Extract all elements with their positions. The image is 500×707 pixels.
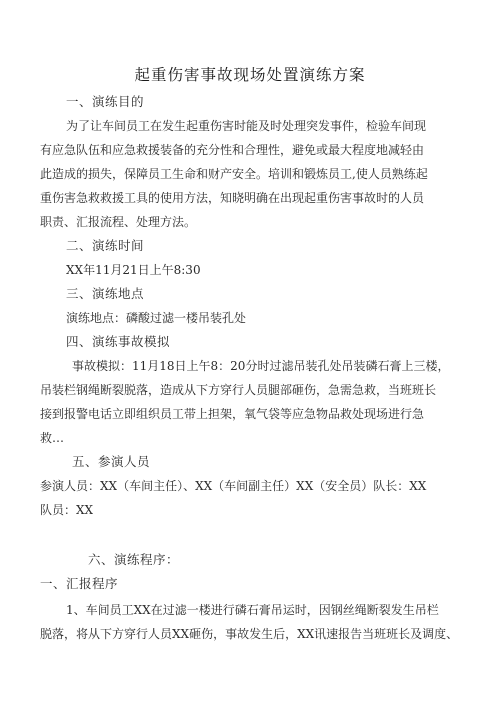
section-heading-purpose: 一、演练目的: [66, 94, 145, 109]
purpose-paragraph-line: 重伤害急救救援工具的使用方法，知晓明确在出现起重伤害事故时的人员: [40, 191, 425, 205]
section-heading-scenario: 四、演练事故模拟: [66, 334, 171, 349]
purpose-paragraph-line: 为了让车间员工在发生起重伤害时能及时处理突发事件，检验车间现: [66, 119, 427, 133]
scenario-paragraph-line: 事故模拟：11月18日上午8：20分时过滤吊装孔处吊装磷石膏上三楼，: [72, 359, 450, 373]
scenario-paragraph-line: 接到报警电话立即组织员工带上担架，氧气袋等应急物品救处现场进行急: [40, 407, 425, 421]
purpose-paragraph-line: 有应急队伍和应急救援装备的充分性和合理性，避免或最大程度地减轻由: [40, 143, 425, 157]
purpose-paragraph-line: 职责、汇报流程、处理方法。: [40, 215, 197, 229]
procedure-paragraph-line: 1、车间员工XX在过滤一楼进行磷石膏吊运时，因钢丝绳断裂发生吊栏: [66, 603, 439, 617]
procedure-paragraph-line: 脱落，将从下方穿行人员XX砸伤，事故发生后，XX讯速报告当班班长及调度、: [40, 627, 459, 641]
section-heading-time: 二、演练时间: [66, 238, 145, 253]
procedure-subheading: 一、汇报程序: [40, 576, 119, 591]
section-heading-participants: 五、参演人员: [72, 454, 151, 469]
drill-time-text: XX年11月21日上午8:30: [66, 263, 201, 277]
participants-line: 队员：XX: [40, 503, 94, 517]
participants-line: 参演人员：XX（车间主任）、XX（车间副主任）XX（安全员）队长：XX: [40, 479, 427, 493]
section-heading-location: 三、演练地点: [66, 286, 145, 301]
purpose-paragraph-line: 此造成的损失，保障员工生命和财产安全。培训和锻炼员工,使人员熟练起: [40, 167, 428, 181]
document-title: 起重伤害事故现场处置演练方案: [134, 66, 366, 84]
section-heading-procedure: 六、演练程序：: [88, 552, 180, 567]
scenario-paragraph-line: 救…: [40, 431, 65, 445]
scenario-paragraph-line: 吊装栏钢绳断裂脱落，造成从下方穿行人员腿部砸伤，急需急救，当班班长: [40, 383, 437, 397]
drill-location-text: 演练地点：磷酸过滤一楼吊装孔处: [66, 311, 247, 325]
